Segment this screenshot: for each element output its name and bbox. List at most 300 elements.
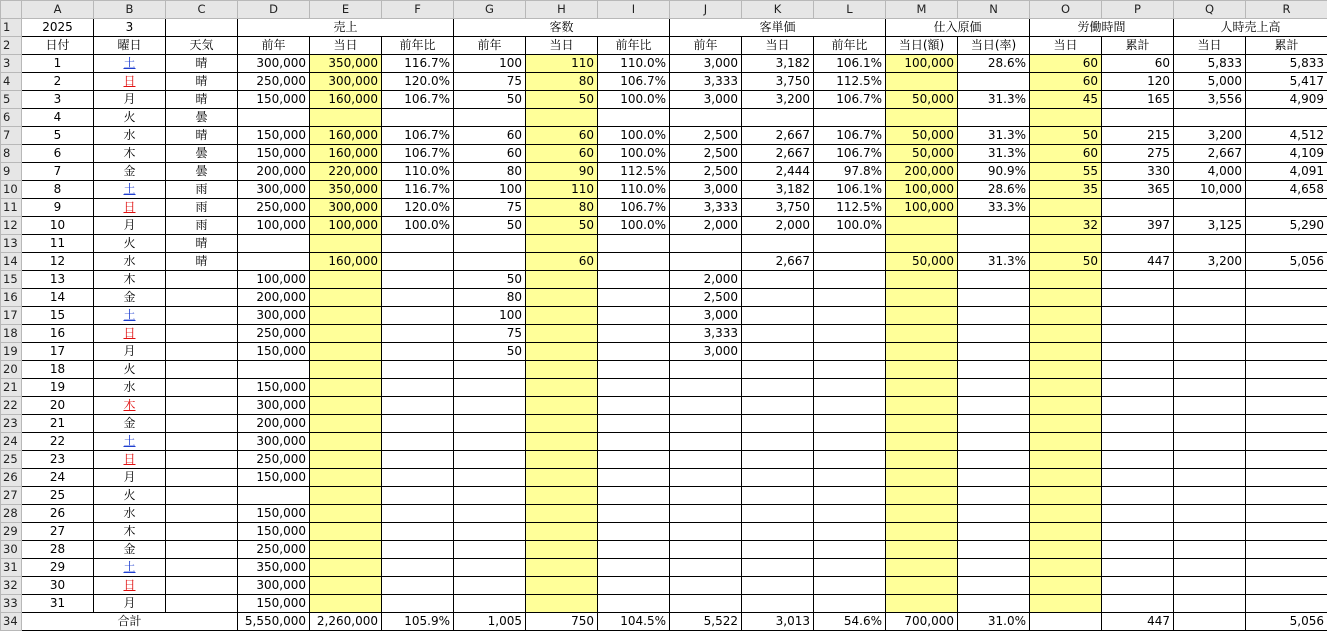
value-cell[interactable]: 100 (454, 181, 526, 199)
row-header[interactable]: 17 (1, 307, 22, 325)
value-cell[interactable]: 80 (526, 73, 598, 91)
value-cell[interactable] (598, 253, 670, 271)
value-cell[interactable] (1174, 397, 1246, 415)
value-cell[interactable] (742, 469, 814, 487)
value-cell[interactable] (958, 487, 1030, 505)
value-cell[interactable] (958, 559, 1030, 577)
value-cell[interactable] (598, 559, 670, 577)
date-cell[interactable]: 29 (22, 559, 94, 577)
date-cell[interactable]: 3 (22, 91, 94, 109)
value-cell[interactable]: 397 (1102, 217, 1174, 235)
weather-cell[interactable]: 晴 (166, 91, 238, 109)
value-cell[interactable] (454, 397, 526, 415)
value-cell[interactable]: 200,000 (886, 163, 958, 181)
value-cell[interactable] (886, 271, 958, 289)
weather-cell[interactable] (166, 397, 238, 415)
value-cell[interactable]: 150,000 (238, 343, 310, 361)
row-header[interactable]: 33 (1, 595, 22, 613)
value-cell[interactable] (1102, 325, 1174, 343)
weather-cell[interactable] (166, 595, 238, 613)
date-cell[interactable]: 20 (22, 397, 94, 415)
value-cell[interactable]: 75 (454, 325, 526, 343)
column-header-o[interactable]: O (1030, 1, 1102, 19)
value-cell[interactable] (526, 289, 598, 307)
value-cell[interactable]: 106.7% (598, 199, 670, 217)
value-cell[interactable] (886, 289, 958, 307)
date-cell[interactable]: 22 (22, 433, 94, 451)
total-cell[interactable]: 5,550,000 (238, 613, 310, 631)
value-cell[interactable] (1174, 523, 1246, 541)
value-cell[interactable]: 60 (454, 145, 526, 163)
value-cell[interactable] (454, 433, 526, 451)
value-cell[interactable]: 4,512 (1246, 127, 1327, 145)
total-label[interactable]: 合計 (22, 613, 238, 631)
value-cell[interactable] (958, 595, 1030, 613)
value-cell[interactable] (958, 343, 1030, 361)
value-cell[interactable] (670, 577, 742, 595)
value-cell[interactable]: 3,333 (670, 73, 742, 91)
value-cell[interactable]: 45 (1030, 91, 1102, 109)
value-cell[interactable] (238, 487, 310, 505)
value-cell[interactable] (886, 523, 958, 541)
value-cell[interactable] (1030, 325, 1102, 343)
value-cell[interactable] (1174, 379, 1246, 397)
value-cell[interactable] (1030, 307, 1102, 325)
value-cell[interactable] (310, 109, 382, 127)
weather-cell[interactable] (166, 361, 238, 379)
value-cell[interactable]: 160,000 (310, 91, 382, 109)
value-cell[interactable]: 106.1% (814, 181, 886, 199)
value-cell[interactable] (382, 379, 454, 397)
value-cell[interactable] (1246, 307, 1327, 325)
date-cell[interactable]: 12 (22, 253, 94, 271)
value-cell[interactable] (454, 469, 526, 487)
date-cell[interactable]: 16 (22, 325, 94, 343)
weather-cell[interactable]: 晴 (166, 235, 238, 253)
weekday-cell[interactable]: 日 (94, 73, 166, 91)
value-cell[interactable]: 3,200 (1174, 127, 1246, 145)
value-cell[interactable]: 2,667 (1174, 145, 1246, 163)
value-cell[interactable]: 150,000 (238, 469, 310, 487)
weekday-cell[interactable]: 木 (94, 145, 166, 163)
value-cell[interactable]: 75 (454, 73, 526, 91)
value-cell[interactable]: 3,333 (670, 199, 742, 217)
value-cell[interactable] (742, 433, 814, 451)
value-cell[interactable] (958, 523, 1030, 541)
date-cell[interactable]: 25 (22, 487, 94, 505)
weather-cell[interactable] (166, 289, 238, 307)
value-cell[interactable] (814, 577, 886, 595)
value-cell[interactable] (1030, 451, 1102, 469)
value-cell[interactable] (1174, 433, 1246, 451)
row-header[interactable]: 34 (1, 613, 22, 631)
value-cell[interactable] (526, 361, 598, 379)
value-cell[interactable]: 5,833 (1174, 55, 1246, 73)
value-cell[interactable]: 300,000 (238, 433, 310, 451)
value-cell[interactable]: 106.7% (382, 127, 454, 145)
value-cell[interactable] (310, 523, 382, 541)
value-cell[interactable]: 3,556 (1174, 91, 1246, 109)
value-cell[interactable]: 220,000 (310, 163, 382, 181)
value-cell[interactable]: 100.0% (598, 127, 670, 145)
value-cell[interactable] (958, 361, 1030, 379)
row-header[interactable]: 23 (1, 415, 22, 433)
value-cell[interactable]: 110 (526, 55, 598, 73)
value-cell[interactable] (1030, 487, 1102, 505)
value-cell[interactable] (742, 415, 814, 433)
value-cell[interactable]: 106.1% (814, 55, 886, 73)
value-cell[interactable] (1246, 559, 1327, 577)
value-cell[interactable]: 50,000 (886, 253, 958, 271)
total-cell[interactable] (1174, 613, 1246, 631)
weekday-cell[interactable]: 日 (94, 199, 166, 217)
value-cell[interactable]: 112.5% (814, 73, 886, 91)
value-cell[interactable] (1246, 199, 1327, 217)
date-cell[interactable]: 19 (22, 379, 94, 397)
value-cell[interactable] (742, 559, 814, 577)
value-cell[interactable] (814, 523, 886, 541)
value-cell[interactable] (1246, 235, 1327, 253)
header-cell[interactable]: 当日 (1030, 37, 1102, 55)
value-cell[interactable] (670, 595, 742, 613)
weather-cell[interactable] (166, 325, 238, 343)
value-cell[interactable] (958, 217, 1030, 235)
value-cell[interactable] (886, 541, 958, 559)
total-cell[interactable]: 1,005 (454, 613, 526, 631)
value-cell[interactable]: 150,000 (238, 379, 310, 397)
row-header[interactable]: 28 (1, 505, 22, 523)
value-cell[interactable] (1174, 289, 1246, 307)
value-cell[interactable] (742, 595, 814, 613)
value-cell[interactable] (598, 469, 670, 487)
date-cell[interactable]: 10 (22, 217, 94, 235)
row-header[interactable]: 27 (1, 487, 22, 505)
weather-cell[interactable] (166, 487, 238, 505)
value-cell[interactable] (598, 505, 670, 523)
value-cell[interactable] (310, 505, 382, 523)
value-cell[interactable] (1246, 541, 1327, 559)
value-cell[interactable] (1102, 451, 1174, 469)
date-cell[interactable]: 17 (22, 343, 94, 361)
column-header-e[interactable]: E (310, 1, 382, 19)
value-cell[interactable] (814, 505, 886, 523)
value-cell[interactable] (238, 253, 310, 271)
value-cell[interactable] (1102, 235, 1174, 253)
value-cell[interactable] (670, 109, 742, 127)
column-header-k[interactable]: K (742, 1, 814, 19)
value-cell[interactable] (1102, 595, 1174, 613)
value-cell[interactable] (814, 235, 886, 253)
weather-cell[interactable] (166, 379, 238, 397)
value-cell[interactable] (1246, 109, 1327, 127)
row-header[interactable]: 1 (1, 19, 22, 37)
value-cell[interactable] (1174, 109, 1246, 127)
value-cell[interactable] (670, 379, 742, 397)
weekday-cell[interactable]: 月 (94, 91, 166, 109)
date-cell[interactable]: 24 (22, 469, 94, 487)
weather-cell[interactable]: 晴 (166, 55, 238, 73)
value-cell[interactable]: 50,000 (886, 91, 958, 109)
weekday-cell[interactable]: 木 (94, 397, 166, 415)
value-cell[interactable] (886, 577, 958, 595)
value-cell[interactable]: 112.5% (598, 163, 670, 181)
value-cell[interactable] (1102, 379, 1174, 397)
value-cell[interactable] (886, 415, 958, 433)
value-cell[interactable] (814, 109, 886, 127)
value-cell[interactable] (454, 379, 526, 397)
value-cell[interactable]: 250,000 (238, 199, 310, 217)
weather-cell[interactable] (166, 451, 238, 469)
date-cell[interactable]: 6 (22, 145, 94, 163)
value-cell[interactable]: 300,000 (310, 199, 382, 217)
value-cell[interactable] (310, 487, 382, 505)
header-cell[interactable]: 前年比 (382, 37, 454, 55)
value-cell[interactable] (1102, 271, 1174, 289)
value-cell[interactable]: 300,000 (238, 307, 310, 325)
value-cell[interactable] (814, 325, 886, 343)
value-cell[interactable] (670, 559, 742, 577)
value-cell[interactable]: 97.8% (814, 163, 886, 181)
value-cell[interactable] (958, 235, 1030, 253)
header-cell[interactable]: 曜日 (94, 37, 166, 55)
select-all-corner[interactable] (1, 1, 22, 19)
value-cell[interactable] (526, 595, 598, 613)
value-cell[interactable] (454, 487, 526, 505)
value-cell[interactable] (670, 397, 742, 415)
value-cell[interactable] (382, 343, 454, 361)
row-header[interactable]: 30 (1, 541, 22, 559)
value-cell[interactable]: 50,000 (886, 145, 958, 163)
value-cell[interactable] (1102, 523, 1174, 541)
total-cell[interactable]: 447 (1102, 613, 1174, 631)
value-cell[interactable] (742, 343, 814, 361)
value-cell[interactable] (454, 361, 526, 379)
value-cell[interactable] (958, 73, 1030, 91)
value-cell[interactable] (958, 415, 1030, 433)
value-cell[interactable] (1246, 469, 1327, 487)
value-cell[interactable]: 80 (526, 199, 598, 217)
value-cell[interactable]: 106.7% (382, 145, 454, 163)
value-cell[interactable]: 90.9% (958, 163, 1030, 181)
value-cell[interactable] (310, 433, 382, 451)
header-cell[interactable]: 前年 (454, 37, 526, 55)
value-cell[interactable]: 4,658 (1246, 181, 1327, 199)
value-cell[interactable] (382, 433, 454, 451)
row-header[interactable]: 31 (1, 559, 22, 577)
value-cell[interactable] (382, 109, 454, 127)
value-cell[interactable]: 160,000 (310, 253, 382, 271)
value-cell[interactable] (1246, 397, 1327, 415)
value-cell[interactable] (454, 541, 526, 559)
value-cell[interactable]: 90 (526, 163, 598, 181)
value-cell[interactable] (958, 307, 1030, 325)
value-cell[interactable]: 100,000 (310, 217, 382, 235)
value-cell[interactable]: 5,000 (1174, 73, 1246, 91)
value-cell[interactable] (598, 487, 670, 505)
value-cell[interactable]: 32 (1030, 217, 1102, 235)
value-cell[interactable]: 2,667 (742, 145, 814, 163)
value-cell[interactable] (958, 451, 1030, 469)
column-header-i[interactable]: I (598, 1, 670, 19)
row-header[interactable]: 11 (1, 199, 22, 217)
weekday-cell[interactable]: 金 (94, 163, 166, 181)
value-cell[interactable] (886, 217, 958, 235)
value-cell[interactable] (598, 109, 670, 127)
weather-cell[interactable] (166, 307, 238, 325)
weekday-cell[interactable]: 土 (94, 55, 166, 73)
value-cell[interactable]: 3,125 (1174, 217, 1246, 235)
value-cell[interactable] (598, 325, 670, 343)
weekday-cell[interactable]: 水 (94, 127, 166, 145)
value-cell[interactable]: 3,333 (670, 325, 742, 343)
value-cell[interactable] (958, 469, 1030, 487)
value-cell[interactable] (958, 505, 1030, 523)
value-cell[interactable] (886, 487, 958, 505)
value-cell[interactable]: 5,833 (1246, 55, 1327, 73)
value-cell[interactable]: 50 (454, 271, 526, 289)
value-cell[interactable] (454, 451, 526, 469)
value-cell[interactable] (454, 235, 526, 253)
value-cell[interactable]: 100.0% (598, 91, 670, 109)
value-cell[interactable]: 4,091 (1246, 163, 1327, 181)
value-cell[interactable]: 60 (1030, 145, 1102, 163)
value-cell[interactable] (526, 271, 598, 289)
total-cell[interactable]: 5,522 (670, 613, 742, 631)
value-cell[interactable]: 2,500 (670, 127, 742, 145)
value-cell[interactable] (1174, 595, 1246, 613)
value-cell[interactable]: 75 (454, 199, 526, 217)
date-cell[interactable]: 5 (22, 127, 94, 145)
value-cell[interactable]: 3,000 (670, 307, 742, 325)
value-cell[interactable]: 50 (1030, 253, 1102, 271)
weather-cell[interactable] (166, 505, 238, 523)
value-cell[interactable] (742, 541, 814, 559)
weekday-cell[interactable]: 金 (94, 289, 166, 307)
value-cell[interactable]: 4,109 (1246, 145, 1327, 163)
column-header-p[interactable]: P (1102, 1, 1174, 19)
weather-cell[interactable] (166, 343, 238, 361)
column-header-r[interactable]: R (1246, 1, 1327, 19)
weekday-cell[interactable]: 日 (94, 577, 166, 595)
weather-cell[interactable]: 雨 (166, 181, 238, 199)
value-cell[interactable]: 2,000 (670, 217, 742, 235)
value-cell[interactable]: 150,000 (238, 91, 310, 109)
header-cell[interactable]: 当日 (742, 37, 814, 55)
value-cell[interactable]: 120 (1102, 73, 1174, 91)
value-cell[interactable] (742, 505, 814, 523)
value-cell[interactable] (958, 325, 1030, 343)
value-cell[interactable] (886, 469, 958, 487)
value-cell[interactable]: 112.5% (814, 199, 886, 217)
value-cell[interactable] (814, 451, 886, 469)
value-cell[interactable]: 150,000 (238, 595, 310, 613)
value-cell[interactable] (382, 235, 454, 253)
value-cell[interactable] (814, 343, 886, 361)
value-cell[interactable] (1030, 271, 1102, 289)
column-header-l[interactable]: L (814, 1, 886, 19)
value-cell[interactable] (526, 505, 598, 523)
value-cell[interactable] (1030, 109, 1102, 127)
value-cell[interactable] (598, 379, 670, 397)
value-cell[interactable]: 300,000 (310, 73, 382, 91)
value-cell[interactable]: 120.0% (382, 73, 454, 91)
value-cell[interactable] (742, 271, 814, 289)
value-cell[interactable] (1102, 109, 1174, 127)
value-cell[interactable] (742, 361, 814, 379)
weekday-cell[interactable]: 土 (94, 181, 166, 199)
value-cell[interactable] (598, 397, 670, 415)
value-cell[interactable]: 110.0% (598, 181, 670, 199)
value-cell[interactable] (1030, 433, 1102, 451)
value-cell[interactable]: 3,000 (670, 181, 742, 199)
value-cell[interactable]: 350,000 (310, 55, 382, 73)
value-cell[interactable] (814, 271, 886, 289)
value-cell[interactable]: 2,500 (670, 145, 742, 163)
header-cell[interactable]: 前年 (238, 37, 310, 55)
value-cell[interactable] (742, 487, 814, 505)
column-header-n[interactable]: N (958, 1, 1030, 19)
value-cell[interactable] (670, 469, 742, 487)
value-cell[interactable] (1174, 361, 1246, 379)
value-cell[interactable] (1030, 541, 1102, 559)
value-cell[interactable]: 80 (454, 289, 526, 307)
value-cell[interactable]: 100,000 (886, 55, 958, 73)
value-cell[interactable] (670, 361, 742, 379)
value-cell[interactable] (886, 379, 958, 397)
value-cell[interactable]: 150,000 (238, 127, 310, 145)
value-cell[interactable] (382, 271, 454, 289)
value-cell[interactable] (1174, 271, 1246, 289)
value-cell[interactable] (814, 289, 886, 307)
value-cell[interactable] (598, 541, 670, 559)
value-cell[interactable]: 3,182 (742, 55, 814, 73)
row-header[interactable]: 18 (1, 325, 22, 343)
weather-cell[interactable]: 曇 (166, 145, 238, 163)
value-cell[interactable] (742, 523, 814, 541)
value-cell[interactable]: 100 (454, 55, 526, 73)
value-cell[interactable] (1174, 415, 1246, 433)
value-cell[interactable] (526, 469, 598, 487)
value-cell[interactable]: 116.7% (382, 55, 454, 73)
value-cell[interactable] (382, 415, 454, 433)
weekday-cell[interactable]: 水 (94, 505, 166, 523)
value-cell[interactable]: 106.7% (814, 91, 886, 109)
weekday-cell[interactable]: 土 (94, 433, 166, 451)
value-cell[interactable]: 300,000 (238, 181, 310, 199)
value-cell[interactable] (1246, 379, 1327, 397)
value-cell[interactable]: 31.3% (958, 91, 1030, 109)
value-cell[interactable]: 3,000 (670, 91, 742, 109)
header-cell[interactable]: 日付 (22, 37, 94, 55)
row-header[interactable]: 12 (1, 217, 22, 235)
value-cell[interactable] (1030, 469, 1102, 487)
date-cell[interactable]: 13 (22, 271, 94, 289)
weather-cell[interactable]: 雨 (166, 199, 238, 217)
value-cell[interactable] (1030, 415, 1102, 433)
header-cell[interactable]: 当日 (1174, 37, 1246, 55)
value-cell[interactable]: 31.3% (958, 145, 1030, 163)
weekday-cell[interactable]: 月 (94, 343, 166, 361)
weather-cell[interactable] (166, 523, 238, 541)
value-cell[interactable] (238, 109, 310, 127)
value-cell[interactable] (958, 397, 1030, 415)
column-header-b[interactable]: B (94, 1, 166, 19)
weather-cell[interactable]: 晴 (166, 73, 238, 91)
value-cell[interactable]: 60 (526, 253, 598, 271)
row-header[interactable]: 24 (1, 433, 22, 451)
row-header[interactable]: 10 (1, 181, 22, 199)
value-cell[interactable]: 110.0% (382, 163, 454, 181)
